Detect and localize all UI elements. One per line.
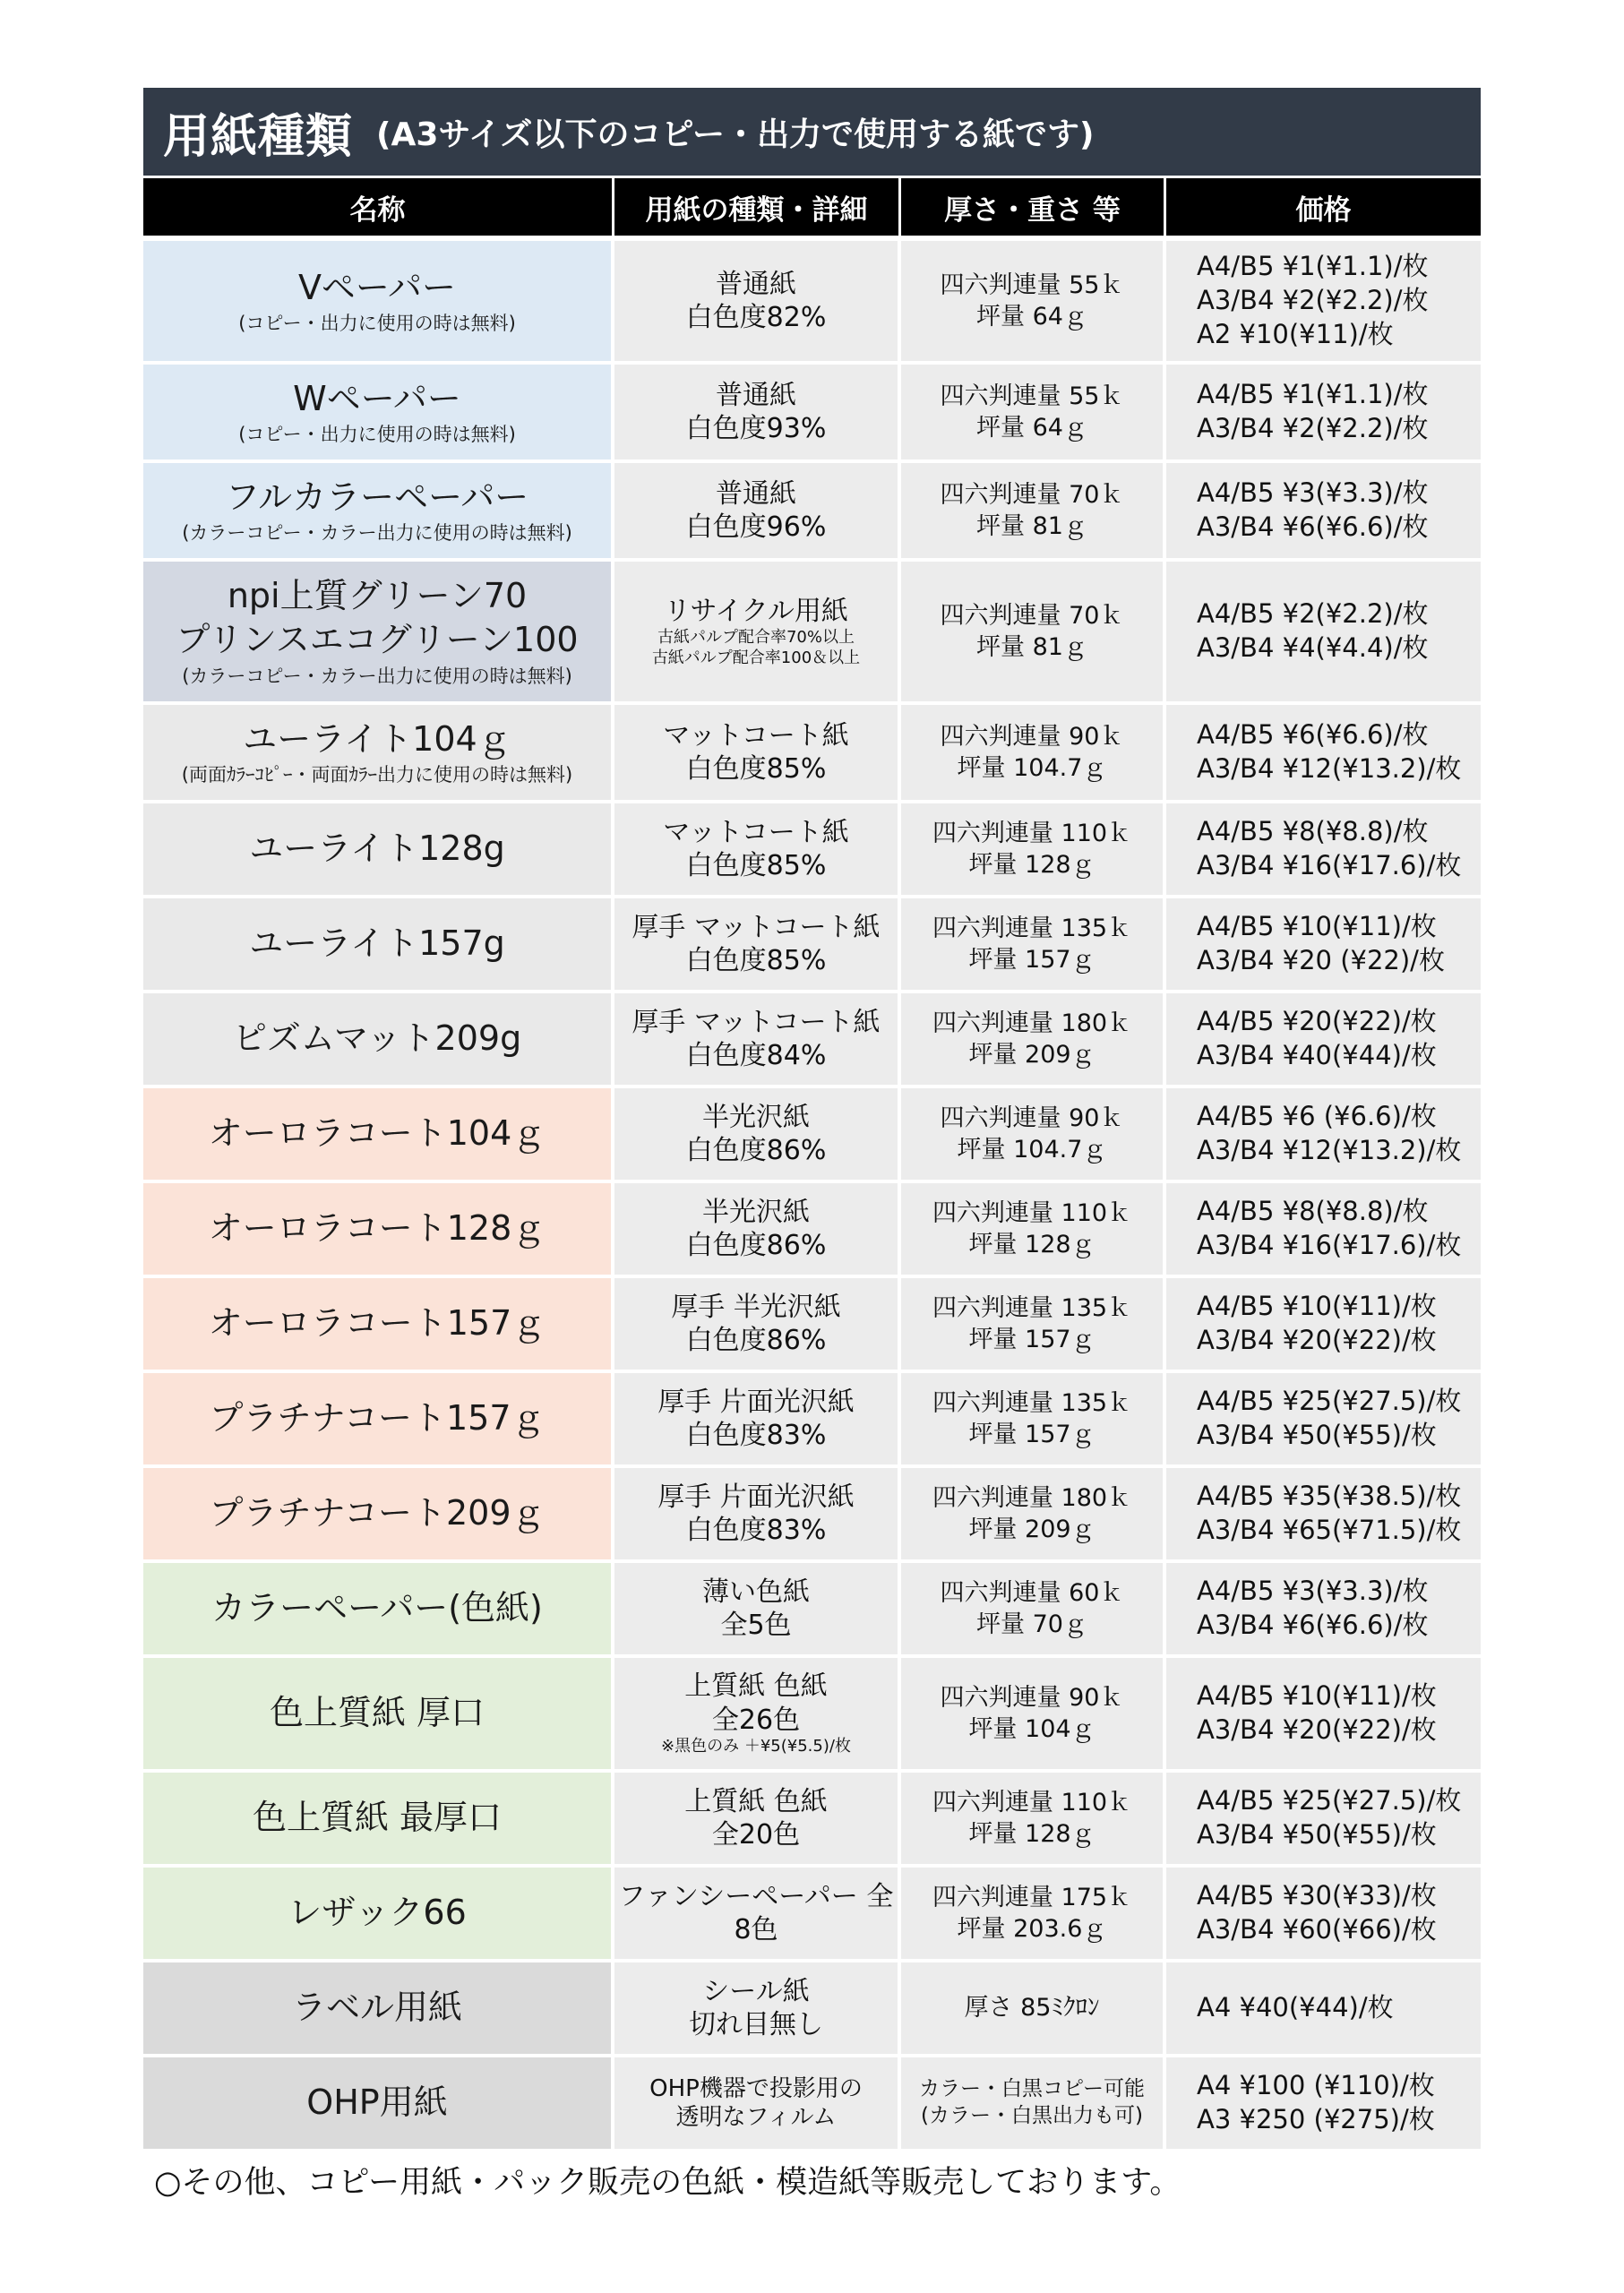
paper-type: 厚手 マットコート紙 [632, 911, 881, 943]
price-line: A3/B4 ¥6(¥6.6)/枚 [1197, 511, 1429, 542]
paper-ream-weight: 四六判連量 175ｋ [932, 1883, 1132, 1911]
name-cell [143, 1563, 614, 1654]
paper-basis-weight: 坪量 104.7ｇ [957, 1136, 1107, 1164]
type-cell [614, 365, 901, 459]
paper-name: オーロラコート157ｇ [208, 1303, 546, 1344]
paper-ream-weight: 四六判連量 55ｋ [940, 271, 1124, 299]
paper-name: オーロラコート104ｇ [208, 1113, 546, 1154]
weight-cell [901, 1868, 1166, 1959]
price-line: A3/B4 ¥60(¥66)/枚 [1197, 1914, 1437, 1945]
paper-name: ラベル用紙 [291, 1988, 462, 2028]
price-cell [1166, 1868, 1481, 1959]
price-cell [1166, 1563, 1481, 1654]
name-cell [143, 898, 614, 990]
price-line: A4/B5 ¥35(¥38.5)/枚 [1197, 1481, 1462, 1512]
name-cell [143, 1088, 614, 1180]
price-line: A2 ¥10(¥11)/枚 [1197, 318, 1394, 349]
paper-type-note: 古紙パルプ配合率70%以上 [657, 628, 855, 648]
price-line: A4/B5 ¥10(¥11)/枚 [1197, 1291, 1437, 1322]
price-cell [1166, 1373, 1481, 1464]
price-cell [1166, 463, 1481, 558]
paper-type: 普通紙 [716, 477, 796, 510]
paper-basis-weight: 坪量 157ｇ [968, 946, 1096, 974]
paper-whiteness: 白色度96% [685, 511, 827, 543]
paper-whiteness: 白色度83% [685, 1420, 827, 1451]
weight-cell [901, 993, 1166, 1085]
paper-basis-weight: 坪量 81ｇ [976, 512, 1087, 540]
paper-type: 普通紙 [716, 268, 796, 300]
price-sheet [143, 88, 1481, 2203]
type-cell [614, 705, 901, 800]
paper-whiteness: 白色度86% [685, 1325, 827, 1356]
weight-cell [901, 803, 1166, 895]
price-line: A4/B5 ¥25(¥27.5)/枚 [1197, 1386, 1462, 1417]
name-cell [143, 1773, 614, 1864]
column-header-price: 価格 [1166, 178, 1481, 236]
price-line: A3/B4 ¥20(¥22)/枚 [1197, 1325, 1437, 1355]
price-cell [1166, 898, 1481, 990]
paper-basis-weight: 坪量 128ｇ [968, 1231, 1096, 1258]
type-cell [614, 241, 901, 361]
paper-type: 厚手 マットコート紙 [632, 1006, 881, 1038]
paper-type: 厚手 片面光沢紙 [657, 1386, 855, 1418]
paper-basis-weight: 坪量 64ｇ [976, 303, 1087, 331]
name-cell [143, 241, 614, 361]
price-cell [1166, 803, 1481, 895]
title-bar [143, 88, 1481, 176]
price-line: A3/B4 ¥2(¥2.2)/枚 [1197, 285, 1429, 316]
weight-cell [901, 241, 1166, 361]
column-header-weight: 厚さ・重さ 等 [901, 178, 1166, 236]
weight-cell [901, 562, 1166, 701]
paper-type: 半光沢紙 [702, 1196, 810, 1228]
table-row [143, 993, 1481, 1088]
type-cell [614, 1088, 901, 1180]
paper-whiteness: 白色度84% [685, 1040, 827, 1071]
price-line: A3/B4 ¥4(¥4.4)/枚 [1197, 632, 1429, 663]
weight-cell [901, 463, 1166, 558]
paper-name: ピズムマット209g [232, 1018, 522, 1059]
paper-note: (両面ｶﾗｰｺﾋﾟｰ・両面ｶﾗｰ出力に使用の時は無料) [181, 764, 573, 786]
price-line: A4/B5 ¥2(¥2.2)/枚 [1197, 598, 1429, 630]
weight-cell [901, 1658, 1166, 1769]
price-line: A4/B5 ¥8(¥8.8)/枚 [1197, 816, 1429, 847]
price-cell [1166, 562, 1481, 701]
paper-basis-weight: 坪量 104.7ｇ [957, 754, 1107, 782]
price-cell [1166, 365, 1481, 459]
paper-basis-weight: 坪量 157ｇ [968, 1326, 1096, 1353]
weight-cell [901, 1962, 1166, 2054]
paper-ream-weight: 四六判連量 90ｋ [940, 1104, 1124, 1132]
paper-ream-weight: 四六判連量 135ｋ [932, 914, 1132, 942]
paper-basis-weight: 坪量 128ｇ [968, 851, 1096, 879]
paper-type: シール紙 [702, 1975, 810, 2007]
name-cell [143, 1183, 614, 1275]
weight-cell [901, 2057, 1166, 2149]
table-row [143, 803, 1481, 898]
price-line: A3/B4 ¥40(¥44)/枚 [1197, 1040, 1437, 1070]
price-line: A3/B4 ¥16(¥17.6)/枚 [1197, 850, 1462, 880]
paper-ream-weight: 四六判連量 90ｋ [940, 722, 1124, 751]
table-row [143, 1278, 1481, 1373]
paper-ream-weight: 四六判連量 180ｋ [932, 1009, 1132, 1037]
price-line: A3/B4 ¥2(¥2.2)/枚 [1197, 413, 1429, 443]
paper-type: 上質紙 色紙 [684, 1670, 828, 1703]
price-line: A4/B5 ¥3(¥3.3)/枚 [1197, 477, 1429, 509]
weight-cell [901, 1563, 1166, 1654]
price-line: A4/B5 ¥10(¥11)/枚 [1197, 1680, 1437, 1712]
price-cell [1166, 1773, 1481, 1864]
paper-ream-weight: 四六判連量 180ｋ [932, 1483, 1132, 1512]
name-cell [143, 1278, 614, 1370]
paper-type-detail: 切れ目無し [689, 2009, 823, 2040]
paper-note: (カラーコピー・カラー出力に使用の時は無料) [182, 522, 572, 545]
table-row [143, 241, 1481, 365]
name-cell [143, 2057, 614, 2149]
paper-basis-weight: 坪量 81ｇ [976, 633, 1087, 661]
price-line: A4/B5 ¥30(¥33)/枚 [1197, 1880, 1437, 1911]
type-cell [614, 1183, 901, 1275]
page-title: 用紙種類 [163, 109, 354, 164]
price-line: A3/B4 ¥50(¥55)/枚 [1197, 1420, 1437, 1450]
weight-cell [901, 1278, 1166, 1370]
price-line: A4/B5 ¥20(¥22)/枚 [1197, 1006, 1437, 1037]
paper-ream-weight: 四六判連量 110ｋ [932, 1788, 1132, 1816]
type-cell [614, 562, 901, 701]
paper-name: Wペーパー [293, 378, 461, 418]
paper-type: 厚手 半光沢紙 [671, 1291, 841, 1323]
price-line: A3/B4 ¥12(¥13.2)/枚 [1197, 753, 1462, 784]
table-row [143, 1868, 1481, 1962]
table-row [143, 1183, 1481, 1278]
paper-whiteness: 白色度82% [685, 302, 827, 333]
type-cell [614, 1658, 901, 1769]
paper-table [143, 241, 1481, 2152]
table-row [143, 365, 1481, 463]
paper-ream-weight: 四六判連量 55ｋ [940, 382, 1124, 410]
name-cell [143, 803, 614, 895]
price-line: A4/B5 ¥1(¥1.1)/枚 [1197, 379, 1429, 410]
paper-ream-weight: 四六判連量 60ｋ [940, 1578, 1124, 1607]
weight-cell [901, 705, 1166, 800]
paper-type: 厚手 片面光沢紙 [657, 1481, 855, 1513]
paper-compat-note: (カラー・白黒出力も可) [921, 2104, 1143, 2127]
name-cell [143, 1658, 614, 1769]
paper-ream-weight: 四六判連量 70ｋ [940, 601, 1124, 630]
name-cell [143, 1373, 614, 1464]
paper-type: 普通紙 [716, 379, 796, 411]
paper-whiteness: 白色度85% [685, 945, 827, 976]
paper-name: Vペーパー [297, 267, 457, 307]
paper-type: マットコート紙 [663, 719, 849, 751]
table-row [143, 463, 1481, 562]
price-cell [1166, 1278, 1481, 1370]
paper-ream-weight: 四六判連量 90ｋ [940, 1683, 1124, 1712]
price-line: A3/B4 ¥20 (¥22)/枚 [1197, 945, 1445, 975]
price-cell [1166, 993, 1481, 1085]
table-row [143, 1373, 1481, 1468]
paper-basis-weight: 坪量 209ｇ [968, 1516, 1096, 1543]
paper-type: リサイクル用紙 [664, 595, 848, 627]
name-cell [143, 993, 614, 1085]
weight-cell [901, 1088, 1166, 1180]
table-row [143, 1468, 1481, 1563]
footer-note: ○その他、コピー用紙・パック販売の色紙・模造紙等販売しております。 [154, 2165, 1181, 2201]
paper-ream-weight: 四六判連量 135ｋ [932, 1293, 1132, 1322]
price-line: A4/B5 ¥3(¥3.3)/枚 [1197, 1576, 1429, 1607]
page-subtitle: (A3サイズ以下のコピー・出力で使用する紙です) [376, 116, 1095, 153]
type-cell [614, 993, 901, 1085]
paper-type-note: ※黒色のみ ＋¥5(¥5.5)/枚 [661, 1737, 851, 1756]
table-row [143, 1563, 1481, 1658]
name-cell [143, 705, 614, 800]
paper-basis-weight: 坪量 209ｇ [968, 1041, 1096, 1069]
paper-name: プラチナコート209ｇ [209, 1493, 546, 1533]
table-row [143, 1962, 1481, 2057]
weight-cell [901, 1773, 1166, 1864]
paper-type: 半光沢紙 [702, 1101, 810, 1133]
price-line: A3/B4 ¥50(¥55)/枚 [1197, 1819, 1437, 1850]
paper-type: OHP機器で投影用の [649, 2074, 863, 2102]
paper-type: 薄い色紙 [702, 1576, 810, 1608]
price-cell [1166, 1183, 1481, 1275]
paper-whiteness: 白色度85% [685, 753, 827, 785]
paper-type: 上質紙 色紙 [684, 1785, 828, 1817]
type-cell [614, 1773, 901, 1864]
paper-name: ユーライト104ｇ [243, 718, 511, 759]
paper-name: npi上質グリーン70 [227, 575, 528, 615]
type-cell [614, 1468, 901, 1559]
paper-basis-weight: 坪量 157ｇ [968, 1421, 1096, 1448]
paper-ream-weight: 四六判連量 110ｋ [932, 819, 1132, 847]
paper-ream-weight: 四六判連量 70ｋ [940, 480, 1124, 509]
paper-whiteness: 白色度83% [685, 1515, 827, 1546]
weight-cell [901, 365, 1166, 459]
table-row [143, 1773, 1481, 1868]
name-cell [143, 1962, 614, 2054]
price-cell [1166, 2057, 1481, 2149]
weight-cell [901, 1468, 1166, 1559]
price-cell [1166, 241, 1481, 361]
type-cell [614, 1962, 901, 2054]
price-line: A4/B5 ¥1(¥1.1)/枚 [1197, 251, 1429, 282]
paper-name: フルカラーペーパー [225, 477, 529, 517]
type-cell [614, 1563, 901, 1654]
name-cell [143, 562, 614, 701]
paper-name: 色上質紙 最厚口 [252, 1798, 503, 1838]
paper-name-alt: プリンスエコグリーン100 [176, 620, 579, 660]
paper-name: オーロラコート128ｇ [208, 1208, 546, 1249]
paper-whiteness: 白色度86% [685, 1230, 827, 1261]
paper-colors: 全26色 [711, 1704, 801, 1736]
price-line: A3/B4 ¥20(¥22)/枚 [1197, 1714, 1437, 1745]
paper-compat: カラー・白黒コピー可能 [918, 2077, 1146, 2101]
table-row [143, 1088, 1481, 1183]
paper-name: OHP用紙 [306, 2083, 448, 2123]
price-cell [1166, 1088, 1481, 1180]
paper-basis-weight: 坪量 128ｇ [968, 1820, 1096, 1848]
paper-note: (カラーコピー・カラー出力に使用の時は無料) [182, 665, 572, 687]
price-line: A4/B5 ¥6 (¥6.6)/枚 [1197, 1101, 1437, 1132]
price-line: A4/B5 ¥10(¥11)/枚 [1197, 911, 1437, 942]
name-cell [143, 1468, 614, 1559]
type-cell [614, 1373, 901, 1464]
table-row [143, 562, 1481, 705]
paper-colors: 全5色 [720, 1610, 792, 1641]
paper-basis-weight: 坪量 203.6ｇ [957, 1915, 1107, 1943]
paper-ream-weight: 四六判連量 135ｋ [932, 1388, 1132, 1417]
price-line: A4/B5 ¥8(¥8.8)/枚 [1197, 1196, 1429, 1227]
name-cell [143, 1868, 614, 1959]
table-header [143, 178, 1481, 236]
price-cell [1166, 1468, 1481, 1559]
paper-name: ユーライト157g [249, 923, 505, 964]
price-line: A3 ¥250 (¥275)/枚 [1197, 2104, 1435, 2134]
price-line: A3/B4 ¥6(¥6.6)/枚 [1197, 1610, 1429, 1640]
paper-basis-weight: 坪量 104ｇ [968, 1715, 1096, 1743]
weight-cell [901, 1183, 1166, 1275]
price-cell [1166, 705, 1481, 800]
paper-type: マットコート紙 [663, 816, 849, 848]
type-cell [614, 1278, 901, 1370]
paper-whiteness: 白色度93% [685, 413, 827, 444]
table-row [143, 898, 1481, 993]
price-cell [1166, 1962, 1481, 2054]
paper-type: ファンシーペーパー 全 [618, 1880, 894, 1912]
price-line: A4/B5 ¥25(¥27.5)/枚 [1197, 1785, 1462, 1816]
type-cell [614, 898, 901, 990]
table-row [143, 1658, 1481, 1773]
paper-colors: 全20色 [711, 1819, 801, 1851]
paper-note: (コピー・出力に使用の時は無料) [238, 424, 516, 446]
price-line: A3/B4 ¥16(¥17.6)/枚 [1197, 1230, 1462, 1260]
column-header-type: 用紙の種類・詳細 [614, 178, 901, 236]
table-row [143, 705, 1481, 803]
weight-cell [901, 1373, 1166, 1464]
paper-name: プラチナコート157ｇ [209, 1398, 546, 1438]
paper-thickness: 厚さ 85ﾐｸﾛﾝ [964, 1994, 1100, 2022]
price-line: A4/B5 ¥6(¥6.6)/枚 [1197, 719, 1429, 751]
price-line: A3/B4 ¥12(¥13.2)/枚 [1197, 1135, 1462, 1165]
paper-name: 色上質紙 厚口 [269, 1693, 485, 1733]
paper-name: カラーペーパー(色紙) [211, 1588, 543, 1628]
type-cell [614, 803, 901, 895]
paper-note: (コピー・出力に使用の時は無料) [238, 313, 516, 335]
paper-type-note: 古紙パルプ配合率100＆以上 [651, 648, 861, 667]
paper-whiteness: 白色度86% [685, 1135, 827, 1166]
table-row [143, 2057, 1481, 2152]
name-cell [143, 365, 614, 459]
type-cell [614, 1868, 901, 1959]
paper-ream-weight: 四六判連量 110ｋ [932, 1198, 1132, 1227]
paper-basis-weight: 坪量 70ｇ [976, 1610, 1087, 1638]
paper-colors: 8色 [734, 1914, 778, 1945]
price-line: A4 ¥40(¥44)/枚 [1197, 1992, 1394, 2023]
price-line: A4 ¥100 (¥110)/枚 [1197, 2070, 1435, 2101]
weight-cell [901, 898, 1166, 990]
price-line: A3/B4 ¥65(¥71.5)/枚 [1197, 1515, 1462, 1545]
paper-name: レザック66 [288, 1893, 467, 1933]
paper-basis-weight: 坪量 64ｇ [976, 414, 1087, 442]
paper-type-detail: 透明なフィルム [675, 2104, 837, 2131]
paper-whiteness: 白色度85% [685, 850, 827, 881]
type-cell [614, 2057, 901, 2149]
column-header-name: 名称 [143, 178, 614, 236]
type-cell [614, 463, 901, 558]
paper-name: ユーライト128g [249, 829, 505, 869]
name-cell [143, 463, 614, 558]
price-cell [1166, 1658, 1481, 1769]
